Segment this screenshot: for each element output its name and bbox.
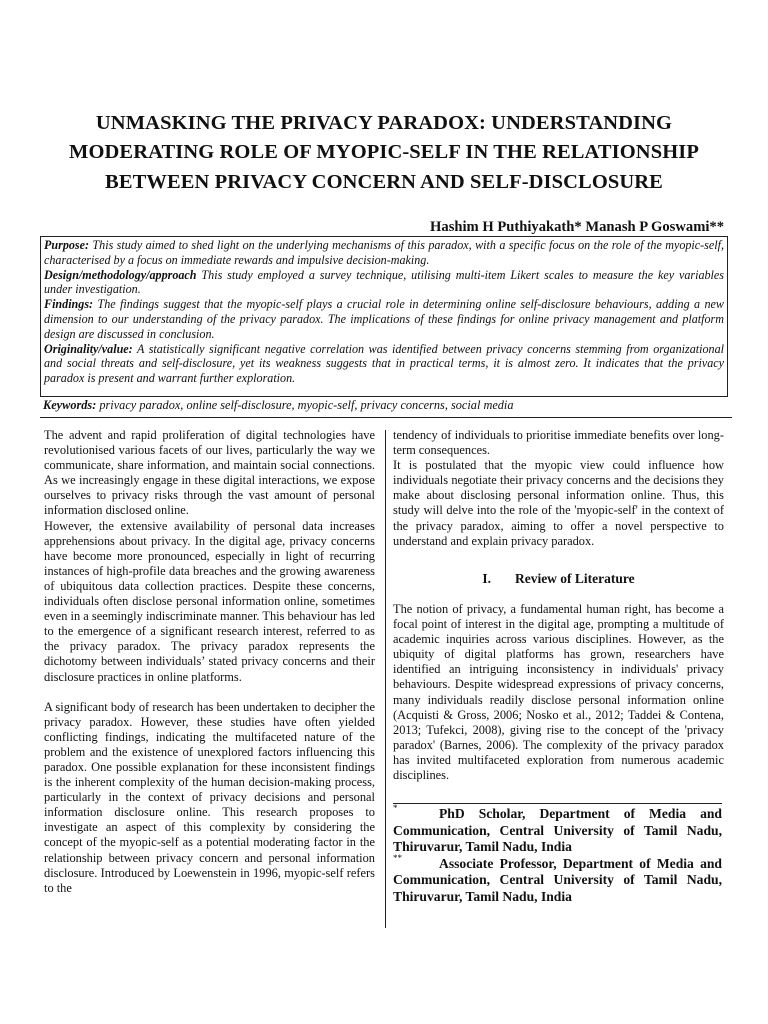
section-number: I. [482, 571, 491, 586]
footnotes [393, 803, 722, 905]
abstract-design [44, 268, 724, 298]
keywords-text: privacy paradox, online self-disclosure, myopic-self, privacy concerns, social media [96, 398, 514, 412]
footnote-mark: ** [393, 852, 402, 863]
section-heading [393, 570, 724, 587]
design-text: This study employed a survey technique, utilising multi-item Likert scales to measure the key variables under investigation. [44, 267, 724, 297]
right-column-top [393, 428, 724, 549]
author-line: Hashim H Puthiyakath* Manash P Goswami** [430, 219, 724, 235]
keywords-line [40, 398, 732, 418]
findings-label: Findings: [44, 297, 94, 312]
footnote-text: Associate Professor, Department of Media and Communication, Central University of Tamil Nadu, Thiruvarur, Tamil Nadu, India [393, 855, 722, 904]
abstract-originality [44, 342, 724, 386]
left-column [44, 428, 375, 896]
footnote-1 [393, 803, 722, 856]
footnote-mark: * [393, 803, 398, 813]
footnote-text: PhD Scholar, Department of Media and Communication, Central University of Tamil Nadu, Thiruvarur, Tamil Nadu, India [393, 806, 722, 854]
section-title: Review of Literature [514, 571, 635, 586]
paper-title: UNMASKING THE PRIVACY PARADOX: UNDERSTANDING MODERATING ROLE OF MYOPIC-SELF IN THE RELATIONSHIP BETWEEN PRIVACY CONCERN AND SELF-DISCLOSURE [69, 111, 699, 193]
abstract-findings [44, 297, 724, 341]
body-paragraph: However, the extensive availability of personal data increases apprehensions about privacy. In the digital age, privacy concerns have become more pronounced, especially in light of recurring instances of high-profile data breaches and the growing awareness of ubiquitous data collection practices. Despite these concerns, individuals often disclose personal information online, sometimes even in a seemingly indiscriminate manner. This behaviour has led to the emergence of a significant research interest, referred to as the privacy paradox. The privacy paradox represents the dichotomy between individuals’ stated privacy concerns and their disclosure practices in online platforms. [44, 518, 375, 684]
body-paragraph: tendency of individuals to prioritise immediate benefits over long-term consequences. [393, 428, 724, 458]
abstract-box [40, 236, 728, 397]
body-paragraph: The advent and rapid proliferation of digital technologies have revolutionised various facets of our lives, particularly the way we communicate, share information, and maintain social connections. As we increasingly engage in these digital interactions, we expose ourselves to privacy risks through the vast amount of personal information disclosed online. [44, 428, 375, 518]
findings-text: The findings suggest that the myopic-self plays a crucial role in determining online self-disclosure behaviours, adding a new dimension to our understanding of the privacy paradox. The implications of these findings for online privacy management and platform design are discussed in conclusion. [44, 297, 724, 341]
design-label: Design/methodology/approach [44, 267, 197, 282]
body-paragraph: The notion of privacy, a fundamental human right, has become a focal point of interest in the digital age, prompting a multitude of academic inquiries across various disciplines. However, as the ubiquity of digital platforms has grown, researchers have identified an intriguing inconsistency in individuals' privacy behaviours. Despite widespread expressions of privacy concerns, many individuals readily disclose personal information online (Acquisti & Gross, 2006; Nosko et al., 2012; Taddei & Contena, 2013; Tufekci, 2008), giving rise to the concept of the 'privacy paradox' (Barnes, 2006). The complexity of the privacy paradox has invited multifaceted exploration from numerous academic disciplines. [393, 602, 724, 783]
body-paragraph: A significant body of research has been undertaken to decipher the privacy paradox. However, these studies have often yielded conflicting findings, indicating the multifaceted nature of the problem and the existence of unexplored factors influencing this paradox. One possible explanation for these inconsistent findings is the inherent complexity of the human decision-making process, particularly in the context of privacy decisions and personal information disclosure online. This research proposes to investigate an aspect of this complexity by considering the concept of the myopic-self as a potential moderating factor in the relationship between privacy concern and personal information disclosure. Introduced by Loewenstein in 1996, myopic-self refers to the [44, 699, 375, 895]
originality-text: A statistically significant negative correlation was identified between privacy concerns stemming from organizational and social threats and self-disclosure, yet its weakness suggests that in practical terms, it is almost zero. It indicates that the privacy paradox is present and warrant further exploration. [44, 341, 724, 386]
purpose-text: This study aimed to shed light on the underlying mechanisms of this paradox, with a specific focus on the role of the myopic-self, characterised by a focus on immediate rewards and impulsive decision-making. [44, 238, 724, 267]
body-paragraph: It is postulated that the myopic view could influence how individuals negotiate their privacy concerns and the decisions they make about disclosing personal information online. Thus, this study will delve into the role of the 'myopic-self' in the context of the privacy paradox, aiming to offer a novel perspective to understand and explain privacy paradox. [393, 458, 724, 548]
keywords-label: Keywords: [43, 398, 97, 412]
right-column-bottom [393, 602, 724, 783]
footnote-rule [393, 803, 722, 804]
column-divider [385, 430, 386, 928]
footnote-2 [393, 852, 722, 906]
purpose-label: Purpose: [44, 238, 90, 252]
abstract-purpose [44, 238, 724, 268]
originality-label: Originality/value: [44, 341, 133, 356]
